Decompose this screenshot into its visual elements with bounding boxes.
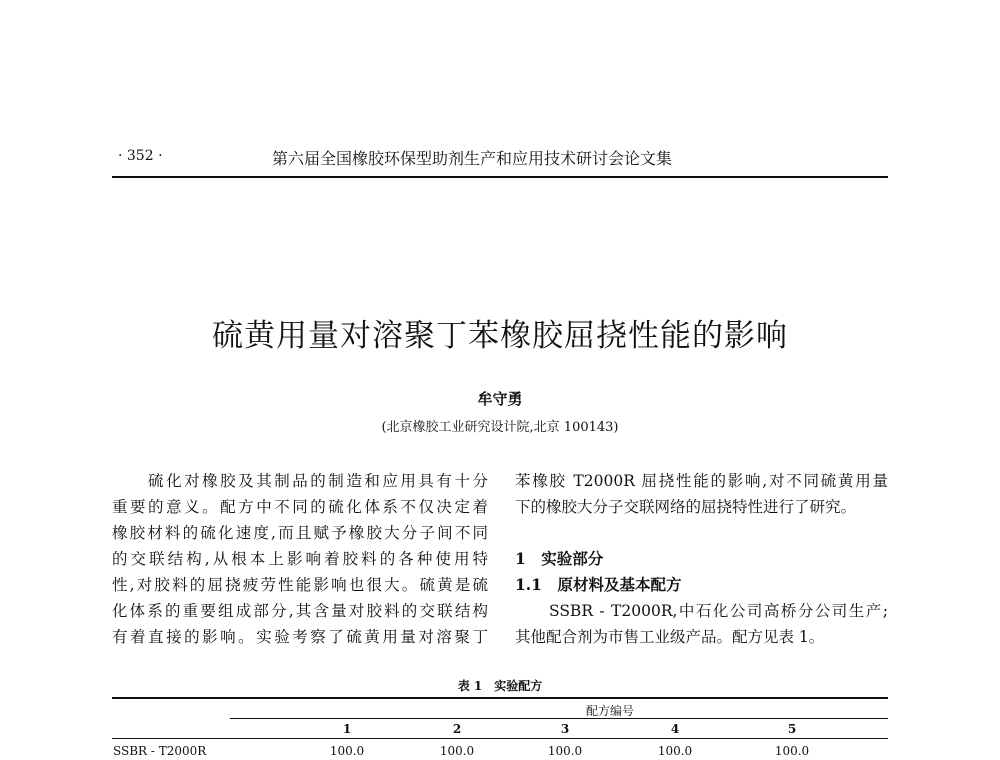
column-header: 5 [787,722,797,736]
text-line: 的交联结构,从根本上影响着胶料的各种使用特 [112,550,488,568]
table-caption: 表 1 实验配方 [457,679,543,693]
group-rule [230,718,888,719]
text-line: 其他配合剂为市售工业级产品。配方见表 1。 [515,628,825,646]
text-line: 橡胶材料的硫化速度,而且赋予橡胶大分子间不同 [112,524,488,542]
text-line: 化体系的重要组成部分,其含量对胶料的交联结构 [112,602,488,620]
column-header: 2 [452,722,462,736]
header-rule [112,176,888,178]
paper-title: 硫黄用量对溶聚丁苯橡胶屈挠性能的影响 [212,318,788,354]
text-line: 苯橡胶 T2000R 屈挠性能的影响,对不同硫黄用量 [515,472,888,490]
subsection-heading: 1.1 原材料及基本配方 [515,575,682,594]
left-column [112,468,488,650]
group-header: 配方编号 [585,704,634,718]
table-cell: 100.0 [774,744,810,758]
text-line: 性,对胶料的屈挠疲劳性能影响也很大。硫黄是硫 [112,576,488,594]
row-label: SSBR - T2000R [113,744,207,758]
column-header: 3 [560,722,570,736]
column-header: 1 [342,722,352,736]
text-line: 硫化对橡胶及其制品的制造和应用具有十分 [112,472,488,490]
text-line: 重要的意义。配方中不同的硫化体系不仅决定着 [112,498,488,516]
table-cell: 100.0 [547,744,583,758]
table-top-rule [112,697,888,699]
column-header: 4 [670,722,680,736]
right-column [515,468,888,650]
text-line: SSBR - T2000R,中石化公司高桥分公司生产; [515,602,888,620]
header-bottom-rule [112,738,888,739]
text-line: 下的橡胶大分子交联网络的屈挠特性进行了研究。 [515,498,857,516]
author: 牟守勇 [477,390,523,408]
running-header: 第六届全国橡胶环保型助剂生产和应用技术研讨会论文集 [272,149,673,168]
page-number: · 352 · [118,148,163,164]
affiliation: (北京橡胶工业研究设计院,北京 100143) [381,420,619,435]
text-line: 有着直接的影响。实验考察了硫黄用量对溶聚丁 [112,628,488,646]
section-heading: 1 实验部分 [515,549,604,568]
table-cell: 100.0 [439,744,475,758]
table-cell: 100.0 [657,744,693,758]
blank-line [515,520,888,546]
table-cell: 100.0 [329,744,365,758]
